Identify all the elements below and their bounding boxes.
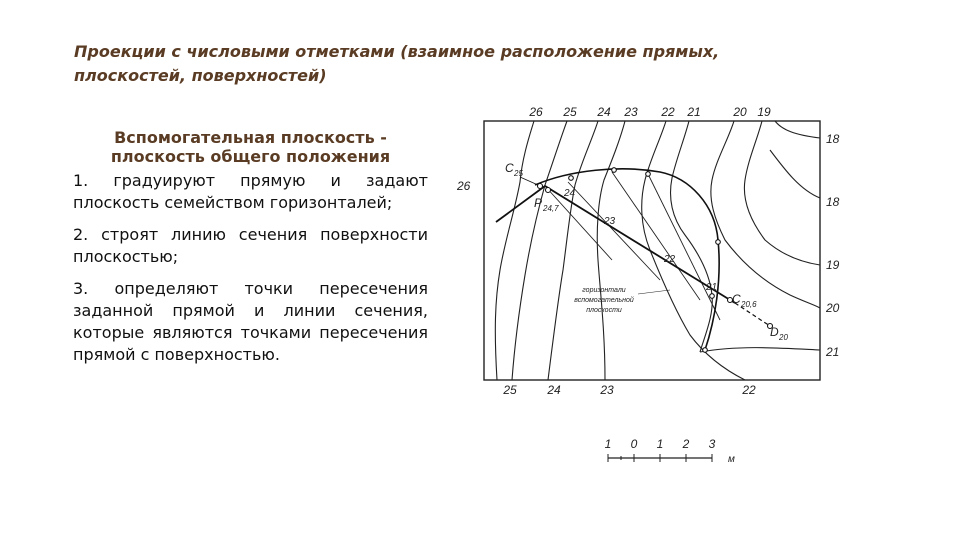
right-label-4: 20 [826, 301, 840, 315]
top-label-21: 21 [687, 105, 701, 119]
plane-note-line-2: вспомогательной [574, 297, 634, 304]
plane-note-line-1: горизонтали [582, 287, 626, 294]
top-label-24: 24 [597, 105, 611, 119]
scale-number-5: 3 [708, 437, 716, 451]
slide-title-line-1: Проекции с числовыми отметками (взаимное расположение прямых, [74, 42, 720, 61]
point-c2-label: C [732, 292, 741, 306]
bottom-label-24: 24 [547, 383, 561, 397]
section-point-4 [716, 240, 721, 245]
top-label-22: 22 [661, 105, 675, 119]
right-label-1: 18 [826, 132, 840, 146]
contour-18b [770, 150, 820, 198]
point-c-marker [538, 184, 543, 189]
point-c2-subscript: 20,6 [741, 300, 757, 309]
inner-label-21: 21 [706, 282, 718, 293]
contour-20 [711, 121, 820, 308]
point-c-label: C [505, 161, 514, 175]
right-label-3: 19 [826, 258, 840, 272]
plane-note-line-3: плоскости [586, 307, 622, 314]
scale-bar [605, 437, 735, 465]
point-d-label: D [770, 325, 779, 339]
point-p-subscript: 24,7 [543, 204, 559, 213]
scale-unit: м [728, 454, 735, 465]
section-point-1 [569, 176, 574, 181]
contour-23 [597, 121, 625, 380]
top-label-19: 19 [757, 105, 771, 119]
contour-21r [700, 348, 820, 352]
right-label-2: 18 [826, 195, 840, 209]
section-point-2 [612, 168, 617, 173]
scale-number-1: 1 [604, 437, 612, 451]
scale-number-4: 2 [682, 437, 690, 451]
bottom-label-22: 22 [742, 383, 756, 397]
top-label-25: 25 [563, 105, 577, 119]
bottom-label-23: 23 [600, 383, 614, 397]
bottom-label-25: 25 [503, 383, 517, 397]
point-p-label: P [534, 196, 543, 210]
contour-25 [512, 121, 567, 380]
section-point-5 [710, 294, 715, 299]
plane-note-leader [638, 290, 670, 294]
section-point-3 [646, 172, 651, 177]
point-c-subscript: 25 [514, 169, 523, 178]
inner-label-24: 24 [564, 188, 576, 199]
inner-label-23: 23 [604, 216, 616, 227]
left-label-26: 26 [457, 179, 471, 193]
section-point-6 [703, 348, 708, 353]
subheading-line-2: плоскость общего положения [110, 147, 391, 166]
point-d-subscript: 20 [779, 333, 788, 342]
contour-24 [548, 121, 598, 380]
top-label-23: 23 [624, 105, 638, 119]
plane-horizontal-2 [568, 182, 660, 280]
contour-26 [495, 121, 534, 380]
point-c-leader [520, 177, 538, 185]
plane-horizontal-1 [545, 186, 612, 260]
step-3-text: 3. определяют точки пересечения заданной прямой и линии сечения, которые являются точками пересечения прямой с поверхностью. [73, 279, 428, 364]
subheading-line-1: Вспомогательная плоскость - [114, 128, 387, 147]
contour-21 [671, 121, 713, 352]
inner-label-22: 22 [664, 254, 676, 265]
scale-number-3: 1 [656, 437, 664, 451]
given-line [496, 186, 735, 303]
step-1-text: 1. градуируют прямую и задают плоскость семейством горизонталей; [73, 171, 428, 212]
plane-horizontal-4 [648, 174, 720, 320]
contour-18a [775, 121, 820, 138]
top-label-20: 20 [733, 105, 747, 119]
step-2-text: 2. строят линию сечения поверхности плоскостью; [73, 225, 428, 266]
contour-19 [744, 121, 820, 265]
right-label-5: 21 [826, 345, 840, 359]
point-p-marker [546, 188, 551, 193]
surface-contours [495, 121, 820, 380]
slide-title-line-2: плоскостей, поверхностей) [74, 66, 327, 85]
contour-22 [642, 121, 745, 380]
scale-number-2: 0 [630, 437, 638, 451]
top-label-26: 26 [529, 105, 543, 119]
